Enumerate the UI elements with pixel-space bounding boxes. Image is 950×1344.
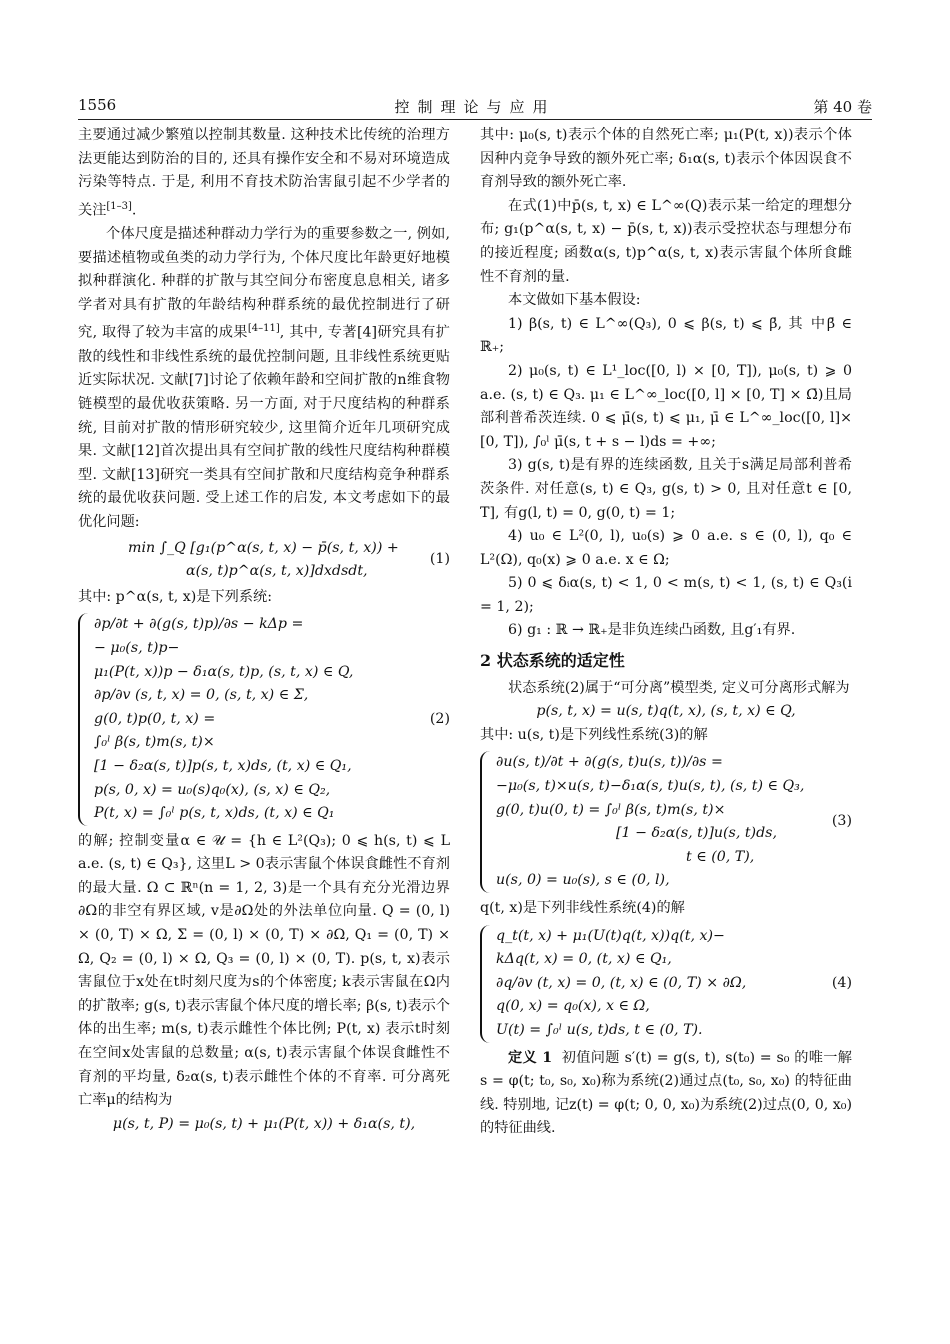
paragraph: 主要通过减少繁殖以控制其数量. 这种技术比传统的治理方法更能达到防治的目的, 还具有操作安全和不易对环境造成污染等特点. 于是, 利用不育技术防治害鼠引起不少学者的关注[1–3]. (78, 127, 450, 219)
brace (480, 751, 494, 893)
brace (78, 613, 92, 825)
system-row: ∫₀ˡ β(s, t)m(s, t)× (94, 734, 215, 751)
volume-label: 第 40 卷 (813, 98, 872, 116)
equation-number: (4) (831, 974, 852, 991)
assumption-5: 5) 0 ⩽ δᵢα(s, t) < 1, 0 < m(s, t) < 1, (s, t) ∈ Q₃(i = 1, 2); (480, 575, 852, 615)
system-row: q(0, x) = q₀(x), x ∈ Ω, (496, 998, 650, 1015)
paragraph: 的解; 控制变量α ∈ 𝒰 = {h ∈ L²(Q₃); 0 ⩽ h(s, t) ⩽ L a.e. (s, t) ∈ Q₃}, 这里L > 0表示害鼠个体误食雌性不育剂的最大量. Ω ⊂ ℝⁿ(n = 1, 2, 3)是一个具有充分光滑边界∂Ω的非空有界区域, v是∂Ω处的外法单位向量. Q = (0, l) × (0, T) × Ω, Σ = (0, l) × (0, T) × ∂Ω, Q₁ = (0, T) × Ω, Q₂ = (0, l) × Ω, Q₃ = (0, l) × (0, T). p(s, t, x)表示害鼠位于x处在t时刻尺度为s的个体密度; k表示害鼠在Ω内的扩散率; g(s, t)表示害鼠个体尺度的增长率; β(s, t)表示个体的出生率; m(s, t)表示雌性个体比例; P(t, x) 表示t时刻在空间x处害鼠的总数量; α(s, t)表示害鼠个体误食雌性不育剂的平均量, δ₂α(s, t)表示雌性个体的不育率. 可分离死亡率μ的结构为 (78, 832, 450, 1109)
system-row: U(t) = ∫₀ˡ u(s, t)ds, t ∈ (0, T). (496, 1021, 703, 1038)
section-title: 2 状态系统的适定性 (480, 651, 625, 671)
system-row: t ∈ (0, T), (686, 848, 755, 865)
equation-system-3 (480, 751, 852, 893)
paragraph: 其中: u(s, t)是下列线性系统(3)的解 (480, 726, 708, 743)
system-row: P(t, x) = ∫₀ˡ p(s, t, x)ds, (t, x) ∈ Q₁ (94, 805, 335, 822)
paragraph: 状态系统(2)属于“可分离”模型类, 定义可分离形式解为 (508, 679, 850, 696)
paragraph: 在式(1)中p̄(s, t, x) ∈ L^∞(Q)表示某一给定的理想分布; g₁(p^α(s, t, x) − p̄(s, t, x))表示受控状态与理想分布的接近程度; 函数α(s, t)p^α(s, t, x)表示害鼠个体所食雌性不育剂的量. (480, 197, 852, 285)
system-row: g(0, t)p(0, t, x) = (94, 710, 216, 727)
assumption-4: 4) u₀ ∈ L²(0, l), u₀(s) ⩾ 0 a.e. s ∈ (0, l), q₀ ∈ L²(Ω), q₀(x) ⩾ 0 a.e. x ∈ Ω; (480, 528, 852, 568)
citation: [4–11] (247, 323, 280, 335)
paragraph: 个体尺度是描述种群动力学行为的重要参数之一, 例如, 要描述植物或鱼类的动力学行为, 个体尺度比年龄更好地模拟种群演化. 种群的扩散与其空间分布密度息息相关, 诸多学者对具有扩散的年龄结构种群系统的最优控制进行了研究, 取得了较为丰富的成果[4–11], 其中, 专著[4]研究具有扩散的线性和非线性系统的最优控制问题, 且非线性系统更贴近实际状况. 文献[7]讨论了依赖年龄和空间扩散的n维食物链模型的最优收获策略. 另一方面, 对于尺度结构的种群系统, 目前对扩散的情形研究较少, 这里简介近年几项研究成果. 文献[12]首次提出具有空间扩散的线性尺度结构种群模型. 文献[13]研究一类具有空间扩散和尺度结构竞争种群系统的最优收获问题. 受上述工作的启发, 本文考虑如下的最优化问题: (78, 226, 450, 530)
journal-title: 控制理论与应用 (394, 98, 556, 116)
system-row: g(0, t)u(0, t) = ∫₀ˡ β(s, t)m(s, t)× (496, 801, 726, 818)
system-row: ∂u(s, t)/∂t + ∂(g(s, t)u(s, t))/∂s = (496, 754, 723, 771)
left-column (78, 124, 450, 1136)
paragraph: q(t, x)是下列非线性系统(4)的解 (480, 900, 685, 916)
page-number: 1556 (78, 96, 117, 114)
definition-1: 定义 1 初值问题 s′(t) = g(s, t), s(t₀) = s₀ 的唯一解s = φ(t; t₀, s₀, x₀)称为系统(2)通过点(t₀, s₀, x₀) 的特征曲线. 特别地, 记z(t) = φ(t; 0, 0, x₀)为系统(2)过点(0, 0, x₀)的特征曲线. (480, 1049, 852, 1137)
system-row: u(s, 0) = u₀(s), s ∈ (0, l), (496, 872, 670, 889)
right-column (480, 124, 852, 1141)
assumption-1: 1) β(s, t) ∈ L^∞(Q₃), 0 ⩽ β(s, t) ⩽ β̄, 其 中β̄ ∈ ℝ₊; (480, 315, 852, 356)
paragraph: 其中: p^α(s, t, x)是下列系统: (78, 588, 273, 605)
equation-number: (3) (831, 813, 852, 830)
assumption-2: 2) μ₀(s, t) ∈ L¹_loc([0, l) × [0, T]), μ₀(s, t) ⩾ 0 a.e. (s, t) ∈ Q₃. μ₁ ∈ L^∞_loc([0, l] × [0, T] × Ω̄)且局部利普希茨连续. 0 ⩽ μ̄(s, t) ⩽ μ₁, μ̄ ∈ L^∞_loc([0, l]× [0, T]), ∫₀ˡ μ̄(s, t + s − l)ds = +∞; (480, 362, 852, 450)
equation-system-2 (78, 613, 450, 825)
assumption-3: 3) g(s, t)是有界的连续函数, 且关于s满足局部利普希茨条件. 对任意(s, t) ∈ Q₃, g(s, t) > 0, 且对任意t ∈ [0, T], 有g(l, t) = 0, g(0, t) = 1; (480, 457, 852, 521)
equation-number: (2) (429, 710, 450, 727)
equation-separable: p(s, t, x) = u(s, t)q(t, x), (s, t, x) ∈ Q, (536, 703, 796, 720)
system-row: ∂p/∂t + ∂(g(s, t)p)/∂s − kΔp = (94, 616, 304, 633)
paragraph: 本文做如下基本假设: (508, 292, 641, 309)
system-row: − μ₀(s, t)p− (94, 639, 180, 656)
equation-number: (1) (429, 551, 450, 568)
brace (480, 925, 494, 1043)
system-row: kΔq(t, x) = 0, (t, x) ∈ Q₁, (496, 951, 672, 968)
system-row: [1 − δ₂α(s, t)]u(s, t)ds, (616, 825, 777, 842)
citation: [1–3] (106, 200, 132, 212)
equation-system-4 (480, 925, 852, 1043)
system-row: ∂p/∂v (s, t, x) = 0, (s, t, x) ∈ Σ, (94, 687, 309, 704)
equation-mu: μ(s, t, P) = μ₀(s, t) + μ₁(P(t, x)) + δ₁α(s, t), (112, 1115, 416, 1132)
system-row: μ₁(P(t, x))p − δ₁α(s, t)p, (s, t, x) ∈ Q, (94, 663, 354, 680)
equation-1: min ∫_Q [g₁(p^α(s, t, x) − p̄(s, t, x)) + α(s, t)p^α(s, t, x)]dxdsdt, (1) (128, 539, 450, 580)
page-header (78, 96, 872, 118)
system-row: q_t(t, x) + μ₁(U(t)q(t, x))q(t, x)− (496, 927, 725, 944)
system-row: p(s, 0, x) = u₀(s)q₀(x), (s, x) ∈ Q₂, (94, 781, 331, 798)
paragraph: 其中: μ₀(s, t)表示个体的自然死亡率; μ₁(P(t, x))表示个体因种内竞争导致的额外死亡率; δ₁α(s, t)表示个体因误食不育剂导致的额外死亡率. (480, 127, 852, 191)
system-row: −μ₀(s, t)×u(s, t)−δ₁α(s, t)u(s, t), (s, t) ∈ Q₃, (496, 778, 805, 795)
system-row: [1 − δ₂α(s, t)]p(s, t, x)ds, (t, x) ∈ Q₁, (94, 757, 352, 774)
definition-label: 定义 1 (508, 1049, 553, 1066)
assumption-6: 6) g₁ : ℝ → ℝ₊是非负连续凸函数, 且g′₁有界. (508, 622, 796, 639)
system-row: ∂q/∂v (t, x) = 0, (t, x) ∈ (0, T) × ∂Ω, (496, 974, 747, 991)
header-rule (78, 119, 872, 120)
